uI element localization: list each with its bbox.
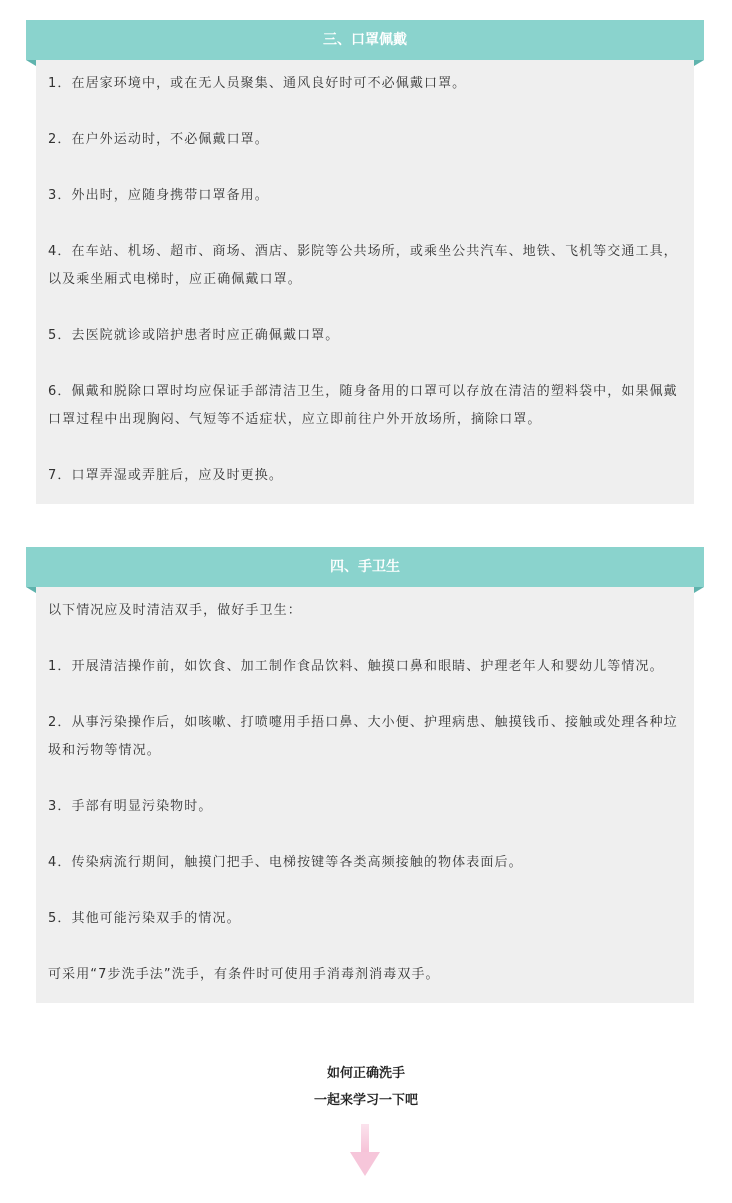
mask-section-body xyxy=(36,60,694,504)
mask-item-6: 6．佩戴和脱除口罩时均应保证手部清洁卫生，随身备用的口罩可以存放在清洁的塑料袋中，如果佩戴口罩过程中出现胸闷、气短等不适症状，应立即前往户外开放场所，摘除口罩。 xyxy=(48,384,678,427)
mask-section xyxy=(26,20,704,504)
footer-line-2: 一起来学习一下吧 xyxy=(313,1093,418,1108)
hand-item-5: 5．其他可能污染双手的情况。 xyxy=(48,911,241,926)
hand-hygiene-intro: 以下情况应及时清洁双手，做好手卫生： xyxy=(48,603,302,618)
ribbon-fold-right xyxy=(694,60,704,66)
mask-item-2: 2．在户外运动时，不必佩戴口罩。 xyxy=(48,132,269,147)
hand-item-1: 1．开展清洁操作前，如饮食、加工制作食品饮料、触摸口鼻和眼睛、护理老年人和婴幼儿等情况。 xyxy=(48,659,664,674)
mask-section-title: 三、口罩佩戴 xyxy=(323,32,407,48)
hand-item-3: 3．手部有明显污染物时。 xyxy=(48,799,213,814)
hand-hygiene-section xyxy=(26,547,704,1003)
mask-item-5: 5．去医院就诊或陪护患者时应正确佩戴口罩。 xyxy=(48,328,340,343)
mask-section-header xyxy=(26,20,704,60)
hand-hygiene-title: 四、手卫生 xyxy=(330,559,400,575)
hand-hygiene-header xyxy=(26,547,704,587)
mask-item-7: 7．口罩弄湿或弄脏后，应及时更换。 xyxy=(48,468,283,483)
hand-hygiene-outro: 可采用“7步洗手法”洗手，有条件时可使用手消毒剂消毒双手。 xyxy=(48,967,440,982)
hand-item-2: 2．从事污染操作后，如咳嗽、打喷嚏用手捂口鼻、大小便、护理病患、触摸钱币、接触或处理各种垃圾和污物等情况。 xyxy=(48,715,678,758)
ribbon-fold-left xyxy=(26,60,36,66)
ribbon-fold-right xyxy=(694,587,704,593)
hand-item-4: 4．传染病流行期间，触摸门把手、电梯按键等各类高频接触的物体表面后。 xyxy=(48,855,523,870)
mask-item-4: 4．在车站、机场、超市、商场、酒店、影院等公共场所，或乘坐公共汽车、地铁、飞机等交通工具，以及乘坐厢式电梯时，应正确佩戴口罩。 xyxy=(48,244,678,287)
footer-callout xyxy=(0,1060,732,1114)
ribbon-fold-left xyxy=(26,587,36,593)
hand-hygiene-body xyxy=(36,587,694,1003)
mask-item-1: 1．在居家环境中，或在无人员聚集、通风良好时可不必佩戴口罩。 xyxy=(48,76,467,91)
down-arrow-icon xyxy=(350,1124,380,1176)
mask-item-3: 3．外出时，应随身携带口罩备用。 xyxy=(48,188,269,203)
footer-line-1: 如何正确洗手 xyxy=(326,1066,405,1081)
